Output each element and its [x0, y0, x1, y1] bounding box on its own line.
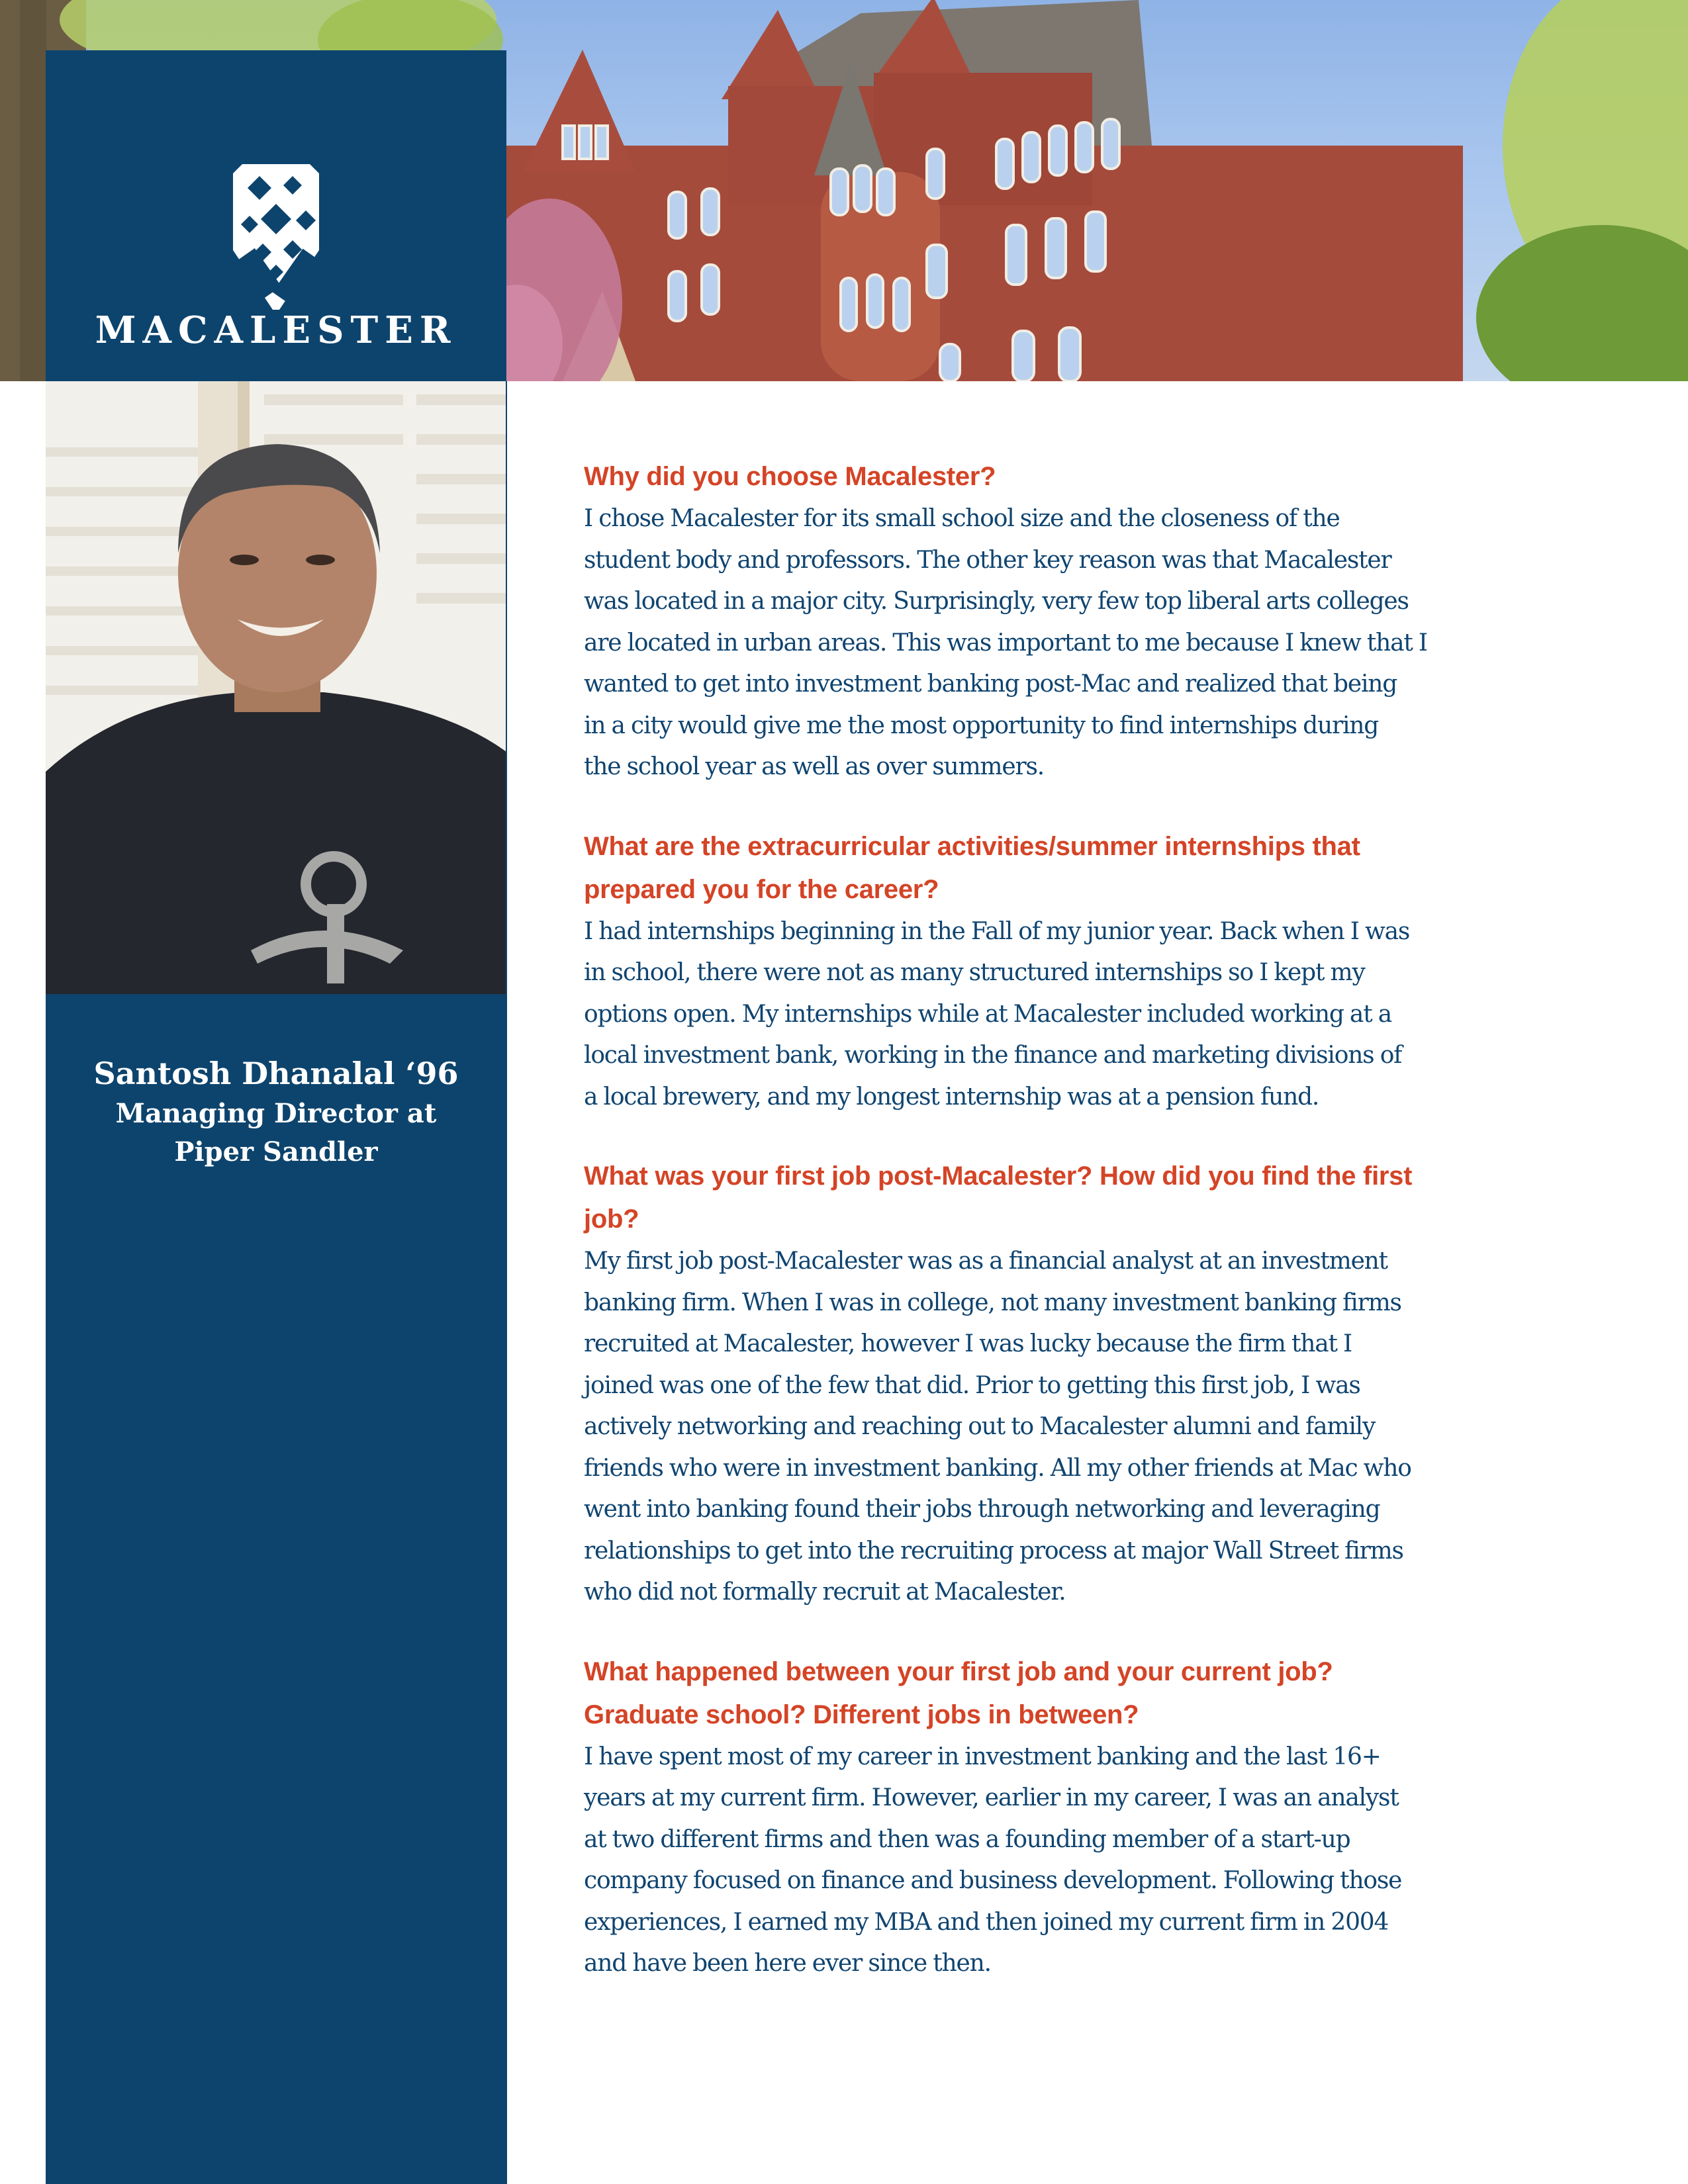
profile-role-line: Managing Director at — [115, 1098, 437, 1129]
question-heading: What was your first job post-Macalester? How did you find the first job? — [584, 1161, 1413, 1234]
portrait-photo — [46, 381, 506, 994]
qa-item — [584, 1651, 1630, 1985]
question-heading: Why did you choose Macalester? — [584, 462, 996, 491]
profile-name: Santosh Dhanalal ‘96 — [93, 1056, 459, 1091]
macalester-shield-icon — [233, 164, 319, 310]
qa-item — [584, 1155, 1630, 1614]
interview-qa — [584, 455, 1630, 1985]
macalester-logo-block — [46, 50, 506, 381]
profile-role-line: Piper Sandler — [174, 1136, 378, 1167]
macalester-wordmark: MACALESTER — [95, 308, 457, 352]
answer-text: I chose Macalester for its small school size and the closeness of the student body and professors. The other key reason was that Macalester was located in a major city. Surprisingly, very few top liberal arts colleges are located in urban areas. This was important to me because I knew that I wanted to get into investment banking post-Mac and realized that being in a city would give me the most opportunity to find internships during the school year as well as over summers. — [584, 505, 1427, 780]
portrait-illustration — [46, 381, 506, 994]
answer-text: My first job post-Macalester was as a financial analyst at an investment banking firm. When I was in college, not many investment banking firms recruited at Macalester, however I was lucky because the firm that I joined was one of the few that did. Prior to getting this first job, I was actively networking and reaching out to Macalester alumni and family friends who were in investment banking. All my other friends at Mac who went into banking found their jobs through networking and leveraging relationships to get into the recruiting process at major Wall Street firms who did not formally recruit at Macalester. — [584, 1248, 1411, 1606]
question-heading: What happened between your first job and your current job? Graduate school? Different jobs in between? — [584, 1657, 1333, 1729]
qa-item — [584, 455, 1630, 788]
question-heading: What are the extracurricular activities/summer internships that prepared you for the career? — [584, 831, 1360, 904]
answer-text: I had internships beginning in the Fall of my junior year. Back when I was in school, there were not as many structured internships so I kept my options open. My internships while at Macalester included working at a local investment bank, working in the finance and marketing divisions of a local brewery, and my longest internship was at a pension fund. — [584, 917, 1410, 1111]
profile-caption — [46, 1052, 506, 1171]
sidebar-edge-line — [506, 381, 507, 2184]
answer-text: I have spent most of my career in investment banking and the last 16+ years at my current firm. However, earlier in my career, I was an analyst at two different firms and then was a founding member of a start-up company focused on finance and business development. Following those experiences, I earned my MBA and then joined my current firm in 2004 and have been here ever since then. — [584, 1743, 1402, 1977]
qa-item — [584, 825, 1630, 1118]
